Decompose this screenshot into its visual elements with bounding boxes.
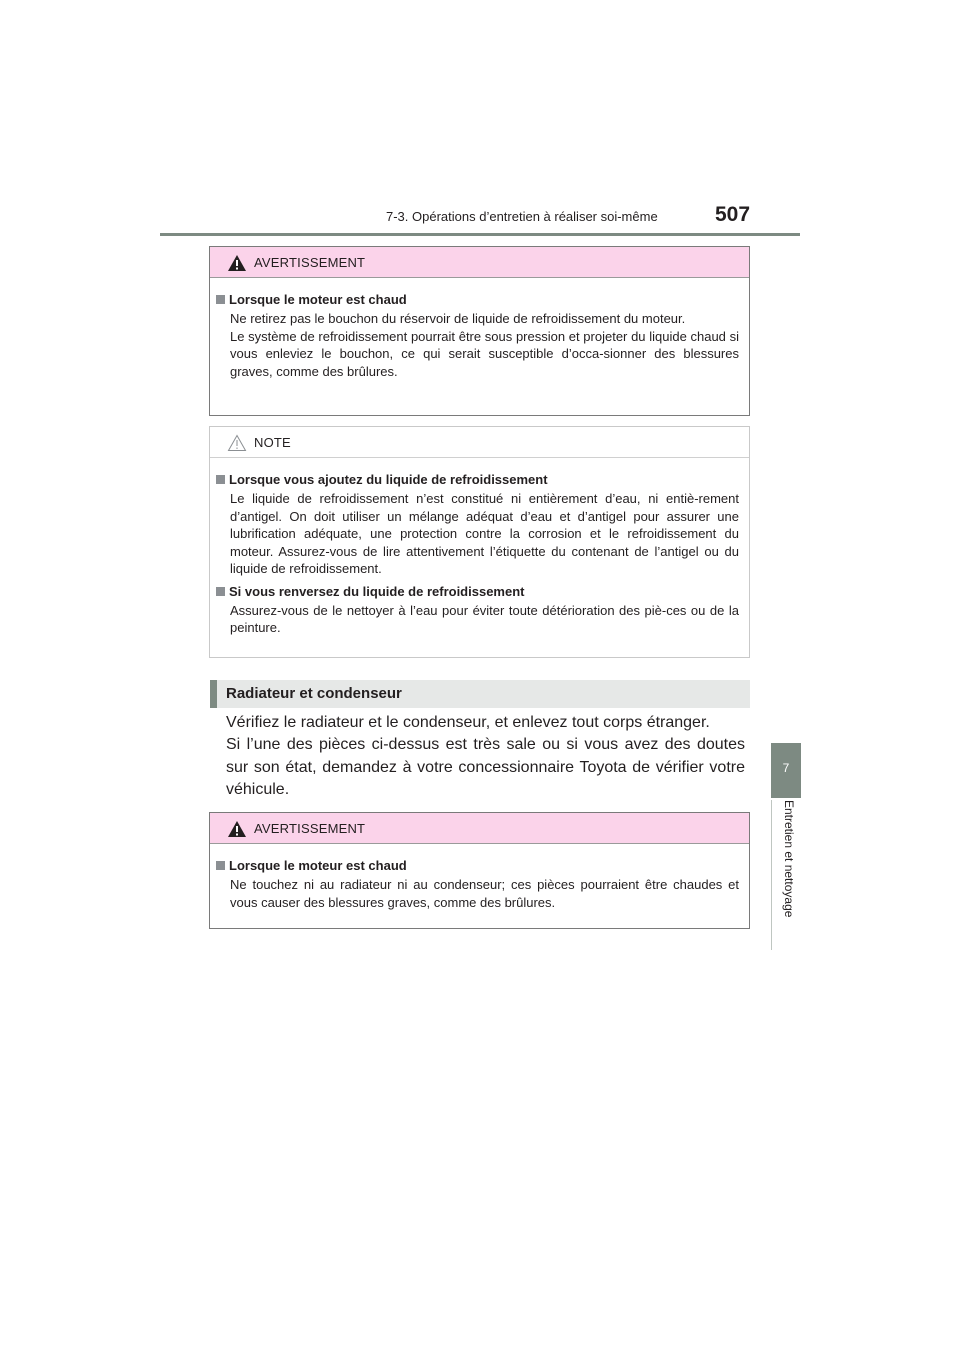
warning-label: AVERTISSEMENT <box>254 821 366 836</box>
chapter-tab <box>771 743 801 798</box>
square-bullet-icon <box>216 587 225 596</box>
note-label: NOTE <box>254 435 291 450</box>
note-header <box>210 427 749 458</box>
note-box <box>209 426 750 658</box>
square-bullet-icon <box>216 475 225 484</box>
page-number: 507 <box>715 203 751 226</box>
warning-item-title: Lorsque le moteur est chaud <box>229 292 407 307</box>
section-heading-bar <box>210 680 217 708</box>
body-paragraph: Vérifiez le radiateur et le condenseur, et enlevez tout corps étranger. <box>226 714 710 731</box>
warning-triangle-outline-icon <box>227 434 247 452</box>
square-bullet-icon <box>216 861 225 870</box>
warning-triangle-filled-icon <box>227 254 247 272</box>
warning-item-text: Ne touchez ni au radiateur ni au condenseur; ces pièces pourraient être chaudes et vous causer des blessures graves, comme des brûlures. <box>230 877 739 910</box>
note-item <box>216 472 739 578</box>
warning-box-2 <box>209 812 750 929</box>
section-title: Radiateur et condenseur <box>226 685 402 702</box>
warning-triangle-filled-icon <box>227 820 247 838</box>
warning-header <box>210 813 749 844</box>
square-bullet-icon <box>216 295 225 304</box>
section-body <box>226 712 745 801</box>
body-paragraph: Si l’une des pièces ci-dessus est très sale ou si vous avez des doutes sur son état, demandez à votre concessionnaire Toyota de vérifier votre véhicule. <box>226 736 745 798</box>
note-item-text: Assurez-vous de le nettoyer à l’eau pour éviter toute détérioration des piè-ces ou de la peinture. <box>230 602 739 635</box>
warning-label: AVERTISSEMENT <box>254 255 366 270</box>
warning-line: Le système de refroidissement pourrait être sous pression et projeter du liquide chaud si vous enleviez le bouchon, ce qui serait susceptible d’occa-sionner des blessures graves, comme des brûlures. <box>230 328 739 379</box>
note-item-text: Le liquide de refroidissement n’est constitué ni entièrement d’eau, ni entiè-rement d’antigel. On doit utiliser un mélange adéquat d’eau et d’antigel pour assurer une lubrification adéquate, une protection contre la corrosion et le refroidissement du moteur. Assurez-vous de lire attentivement l’étiquette du contenant de l’antigel ou du liquide de refroidissement. <box>230 491 739 576</box>
section-heading <box>210 680 750 708</box>
note-item <box>216 584 739 637</box>
warning-box-1 <box>209 246 750 416</box>
note-item-title: Lorsque vous ajoutez du liquide de refroidissement <box>229 472 548 487</box>
chapter-number: 7 <box>782 761 790 775</box>
warning-item-text <box>216 310 739 380</box>
warning-item-title: Lorsque le moteur est chaud <box>229 858 407 873</box>
warning-header <box>210 247 749 278</box>
note-item-title: Si vous renversez du liquide de refroidissement <box>229 583 525 599</box>
header-section-title: 7-3. Opérations d’entretien à réaliser soi-même <box>386 209 658 224</box>
warning-line: Ne retirez pas le bouchon du réservoir de liquide de refroidissement du moteur. <box>230 311 686 326</box>
chapter-title: Entretien et nettoyage <box>782 800 796 918</box>
header-divider <box>160 233 800 236</box>
